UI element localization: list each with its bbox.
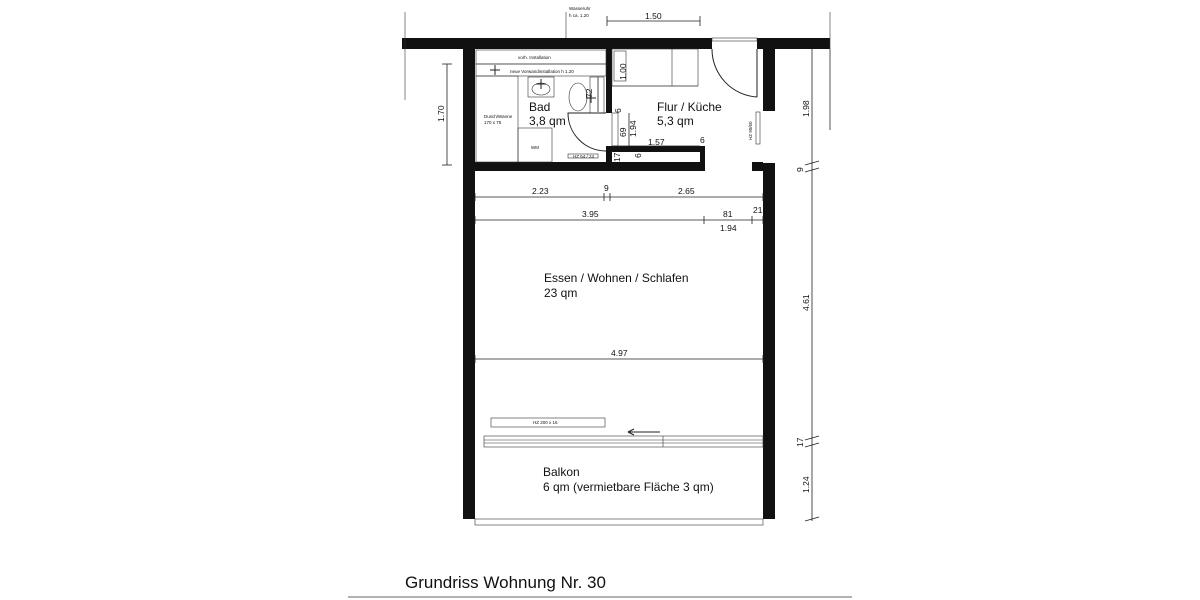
tap-marker-2-icon: [536, 79, 546, 89]
bad-name: Bad: [529, 100, 551, 114]
dim-right-wall-2: 17: [795, 437, 805, 447]
bad-area: 3,8 qm: [529, 114, 566, 128]
dim-bath-inner-h: 1.94: [628, 120, 638, 137]
dim-row3-total: 4.97: [611, 348, 628, 358]
dim-flur-width: 1.57: [648, 137, 665, 147]
dim-right-lower: 1.24: [801, 476, 811, 493]
flur-name: Flur / Küche: [657, 100, 722, 114]
left-exterior-wall: [463, 38, 475, 519]
dim-row2-right: 21: [753, 205, 763, 215]
top-wall-left: [405, 38, 712, 49]
flur-end-post: [700, 146, 705, 166]
dim-right-wall-1: 9: [795, 167, 805, 172]
left-wall-stub: [402, 38, 407, 49]
entrance-door-leaf: [712, 38, 757, 41]
wm-label: WM: [531, 145, 539, 150]
dusch-size-label: 170 x 75: [484, 120, 502, 125]
wasseruhr-label: Wasseruhr: [569, 6, 591, 11]
hz-bad-label: HZ 64 / 24: [573, 154, 595, 159]
entrance-door-swing: [712, 49, 757, 97]
dim-hall-wall-small: 17: [612, 152, 622, 162]
dim-row1-left: 2.23: [532, 186, 549, 196]
fixture-labels: [484, 6, 753, 425]
dim-right-middle: 4.61: [801, 294, 811, 311]
slide-arrow-icon: [628, 429, 660, 435]
dim-left-height: 1.70: [436, 105, 446, 122]
hall-radiator: [756, 112, 760, 144]
bath-wall-upper: [606, 49, 612, 113]
vorwand-label: neue Vorwandinstallation h 1.20: [510, 69, 574, 74]
dusch-label: Dusch/Wanne: [484, 114, 513, 119]
dim-row2-mid: 81: [723, 209, 733, 219]
tap-marker-icon: [490, 65, 500, 75]
right-exterior-wall-lower: [763, 163, 775, 519]
dim-flur-wall: 6: [700, 135, 705, 145]
balcony-railing: [475, 519, 763, 525]
dim-bath-door-h: 69: [618, 127, 628, 137]
inner-partition-stub: [752, 162, 763, 171]
vorh-installation-label: vorh. Installation: [518, 55, 551, 60]
hz-wohnen-label: HZ 200 x 16: [533, 420, 558, 425]
plan-title: Grundriss Wohnung Nr. 30: [405, 573, 606, 592]
dim-row2-left: 3.95: [582, 209, 599, 219]
counter-depth-label: 1.00: [618, 63, 628, 80]
bath-door-swing: [568, 113, 606, 151]
dim-row1-mid: 9: [604, 183, 609, 193]
hz-flur-label: HZ 90/60: [748, 121, 753, 140]
wasseruhr-height-label: h ca. 1.20: [569, 13, 589, 18]
flur-area: 5,3 qm: [657, 114, 694, 128]
wohnen-name: Essen / Wohnen / Schlafen: [544, 271, 689, 285]
dim-right-upper: 1.98: [801, 100, 811, 117]
room-labels: [529, 100, 722, 494]
dim-bath-door-w: 72: [584, 88, 594, 98]
wohnen-area: 23 qm: [544, 286, 578, 300]
dimension-lines: [442, 12, 819, 521]
right-exterior-wall-upper: [763, 38, 775, 111]
balcony-door-frame: [484, 436, 763, 447]
dim-bath-wall: 6: [613, 108, 623, 113]
balkon-area: 6 qm (vermietbare Fläche 3 qm): [543, 480, 714, 494]
dim-row2-sub: 1.94: [720, 223, 737, 233]
dim-hall-wall-6: 6: [633, 153, 643, 158]
shower-tray: [476, 76, 518, 162]
living-room-fixtures: [475, 418, 763, 525]
inner-partition-wall: [475, 162, 705, 171]
dim-row1-right: 2.65: [678, 186, 695, 196]
balkon-name: Balkon: [543, 465, 580, 479]
dimension-texts: [436, 11, 811, 493]
dim-top-width: 1.50: [645, 11, 662, 21]
